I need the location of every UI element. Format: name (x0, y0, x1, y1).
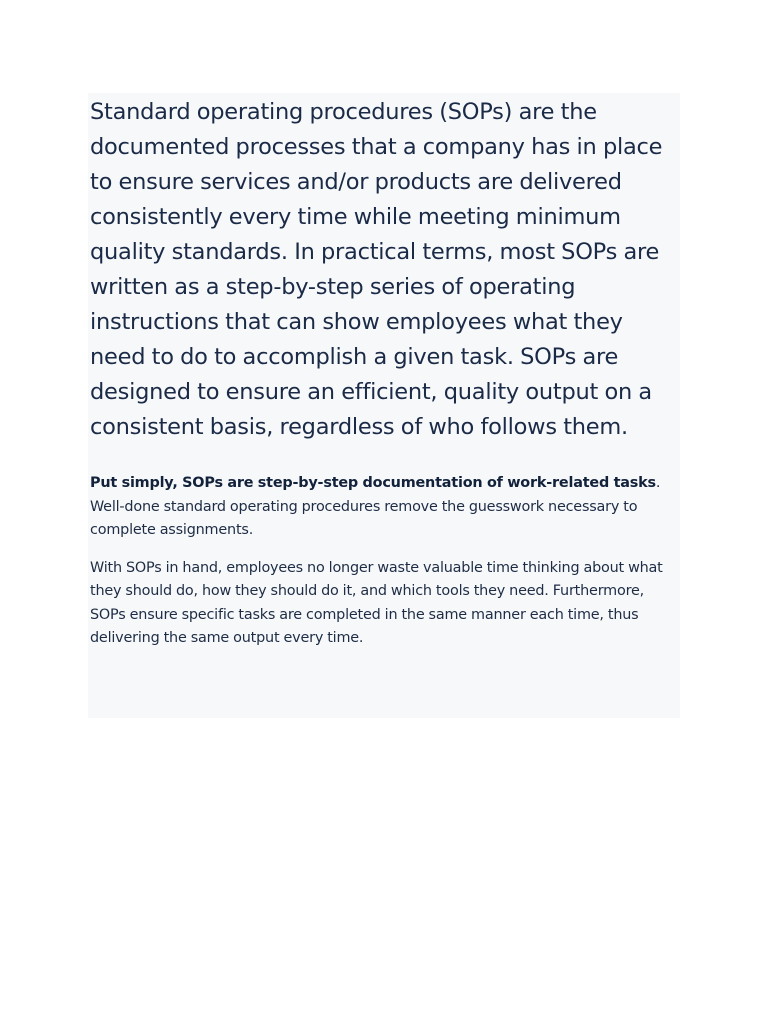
definition-paragraph (90, 472, 678, 543)
definition-rest-text: . Well-done standard operating procedures remove the guesswork necessary to complete assignments. (90, 475, 661, 538)
lead-paragraph: Standard operating procedures (SOPs) are the documented processes that a company has in place to ensure services and/or products are delivered consistently every time while meeting minimum quality standards. In practical terms, most SOPs are written as a step-by-step series of operating instructions that can show employees what they need to do to accomplish a given task. SOPs are designed to ensure an efficient, quality output on a consistent basis, regardless of who follows them. (90, 99, 663, 440)
content-card (88, 93, 680, 718)
definition-bold-text: Put simply, SOPs are step-by-step documentation of work-related tasks (90, 475, 656, 491)
benefits-paragraph: With SOPs in hand, employees no longer waste valuable time thinking about what they should do, how they should do it, and which tools they need. Furthermore, SOPs ensure specific tasks are completed in the same manner each time, thus delivering the same output every time. (90, 559, 663, 646)
